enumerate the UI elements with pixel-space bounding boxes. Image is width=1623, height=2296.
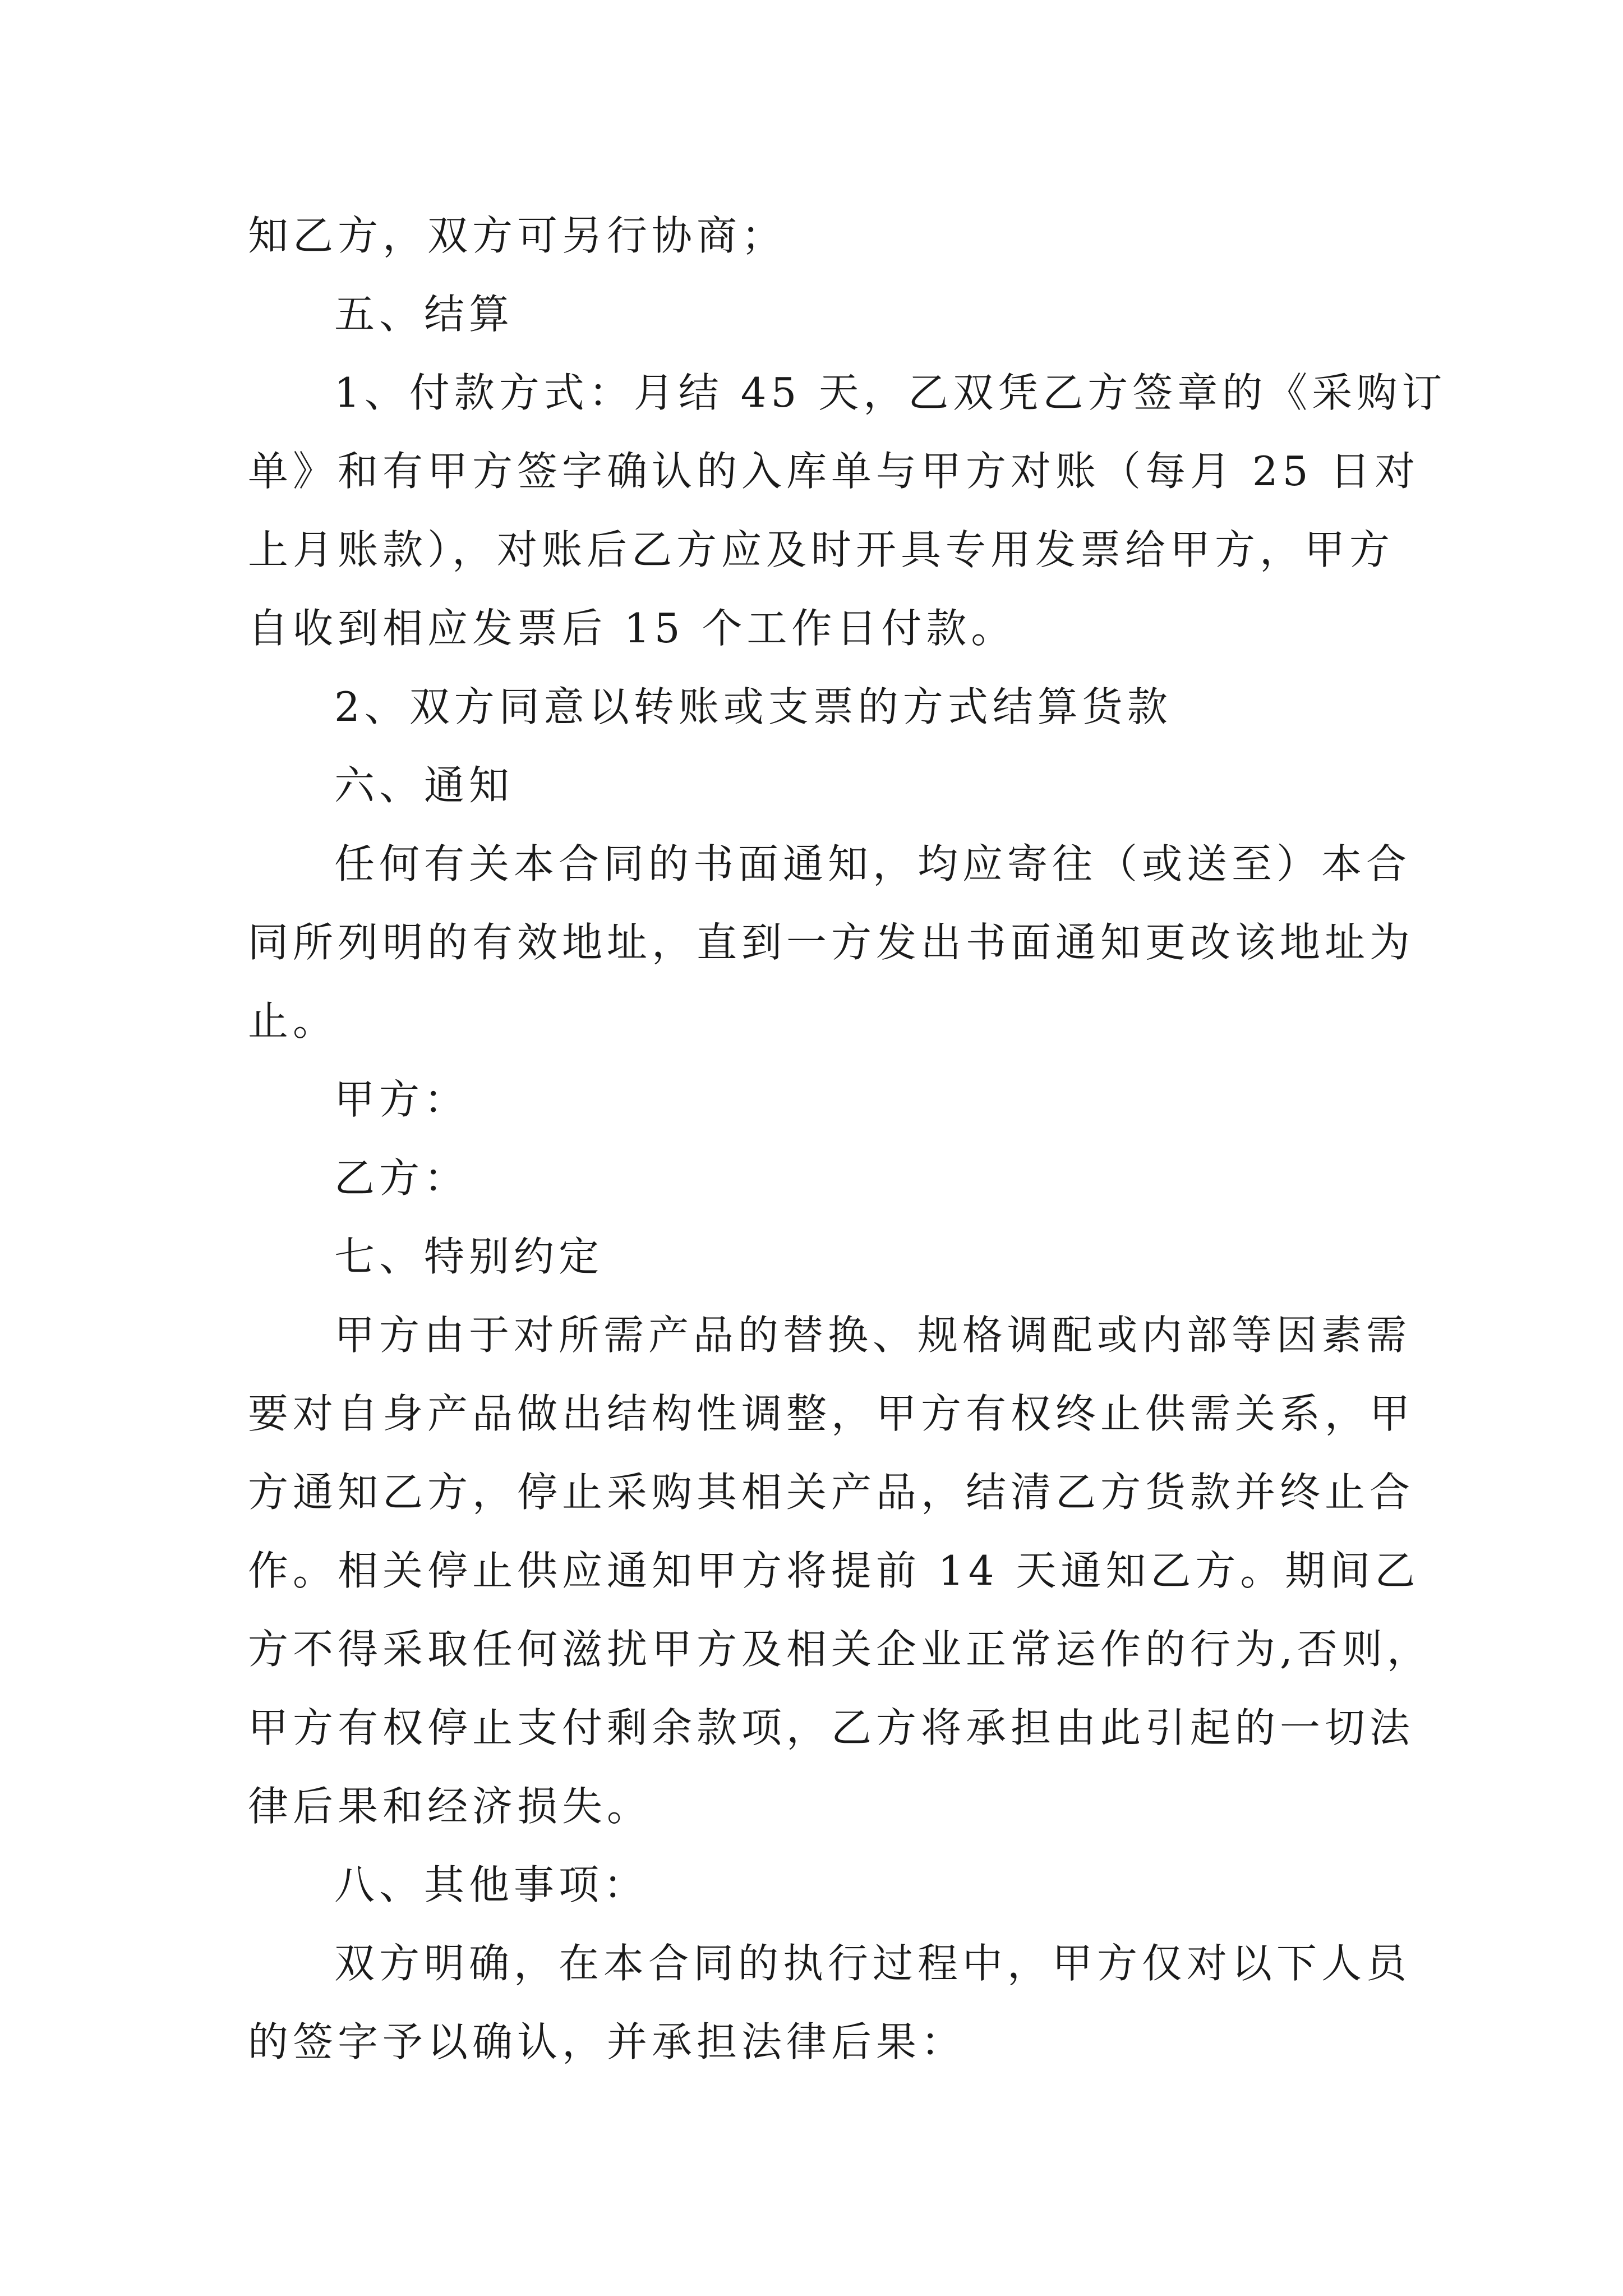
text-line: 任何有关本合同的书面通知，均应寄往（或送至）本合 [334,840,1412,887]
text-line: 上月账款），对账后乙方应及时开具专用发票给甲方，甲方 [248,526,1395,573]
text-line: 单》和有甲方签字确认的入库单与甲方对账（每月 25 日对 [248,448,1420,495]
text-line: 知乙方，双方可另行协商； [248,212,787,259]
text-line: 方通知乙方，停止采购其相关产品，结清乙方货款并终止合 [248,1469,1415,1516]
text-line: 甲方有权停止支付剩余款项，乙方将承担由此引起的一切法 [248,1704,1415,1751]
text-line: 2、双方同意以转账或支票的方式结算货款 [334,683,1172,730]
text-line: 止。 [248,997,338,1045]
text-line: 同所列明的有效地址，直到一方发出书面通知更改该地址为 [248,919,1415,966]
text-line: 的签字予以确认，并承担法律后果： [248,2018,966,2065]
section-heading: 八、其他事项： [334,1861,649,1908]
text-line: 甲方由于对所需产品的替换、规格调配或内部等因素需 [334,1312,1412,1359]
text-line: 作。相关停止供应通知甲方将提前 14 天通知乙方。期间乙 [248,1547,1420,1594]
party-b-label: 乙方： [334,1154,469,1202]
text-line: 双方明确，在本合同的执行过程中，甲方仅对以下人员 [334,1940,1412,1987]
party-a-label: 甲方： [334,1076,469,1123]
text-line: 要对自身产品做出结构性调整，甲方有权终止供需关系，甲 [248,1390,1415,1437]
text-line: 1、付款方式：月结 45 天，乙双凭乙方签章的《采购订 [334,369,1447,416]
section-heading: 七、特别约定 [334,1233,604,1280]
section-heading: 五、结算 [334,291,514,338]
text-line: 律后果和经济损失。 [248,1783,652,1830]
text-line: 自收到相应发票后 15 个工作日付款。 [248,605,1016,652]
section-heading: 六、通知 [334,762,514,809]
text-line: 方不得采取任何滋扰甲方及相关企业正常运作的行为,否则， [248,1626,1432,1673]
